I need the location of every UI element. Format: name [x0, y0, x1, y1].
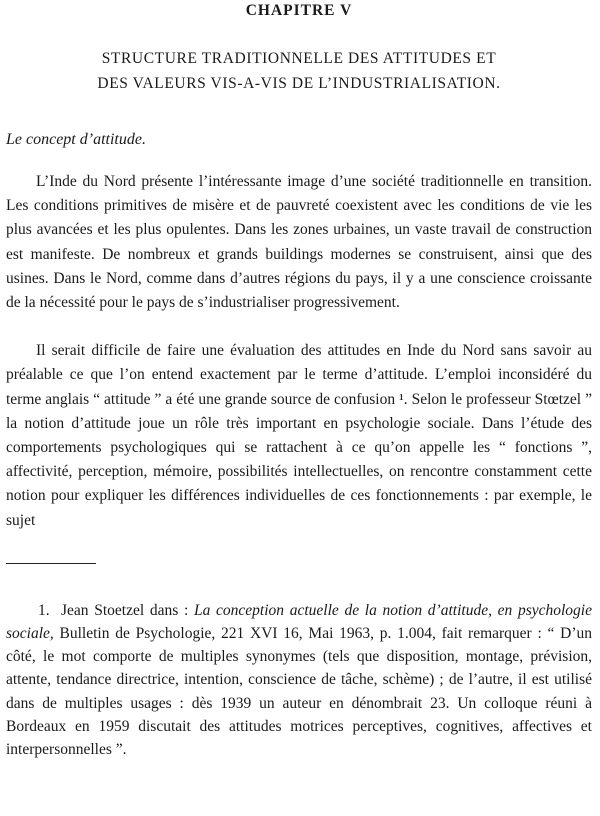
footnote-text: Bulletin de Psychologie, 221 XVI 16, Mai 1963, p. 1.004, fait remarquer : “ D’un côté, le mot comporte de multiples synonymes (tels que disposition, montage, prévision, attente, tendance directrice, intention, conscience de tâche, schème) ; de l’autre, il est utilisé dans de multiples usages : dès 1939 un auteur en dénombrait 23. Un colloque réuni à Bordeaux en 1959 discutait des attitudes motrices perceptives, cognitives, affectives et interpersonnelles ”. — [6, 625, 592, 759]
chapter-title — [6, 46, 592, 96]
footnote-work-title: La conception actuelle de la notion d’attitude, en psychologie sociale, — [6, 601, 592, 643]
footnote — [6, 599, 592, 761]
chapter-title-line-2: DES VALEURS VIS-A-VIS DE L’INDUSTRIALISATION. — [97, 75, 501, 92]
footnote-divider — [6, 563, 96, 564]
section-heading: Le concept d’attitude. — [6, 131, 146, 148]
chapter-heading: CHAPITRE V — [245, 2, 353, 19]
footnote-number: 1. — [38, 601, 50, 619]
body-paragraph-1: L’Inde du Nord présente l’intéressante image d’une société traditionnelle en transition. Les conditions primitives de misère et de pauvreté coexistent avec les conditions de vie les plus avancées et les plus opulentes. Dans les zones urbaines, un vaste travail de construction est manifeste. De nombreux et grands buildings modernes se construisent, ainsi que des usines. Dans le Nord, comme dans d’autres régions du pays, il y a une conscience croissante de la nécessité pour le pays de s’industrialiser progressivement. — [6, 173, 592, 312]
footnote-author: Jean Stoetzel dans : — [61, 601, 189, 619]
chapter-title-line-1: STRUCTURE TRADITIONNELLE DES ATTITUDES ET — [101, 50, 497, 67]
body-paragraph-2: Il serait difficile de faire une évaluation des attitudes en Inde du Nord sans savoir au préalable ce que l’on entend exactement par le terme d’attitude. L’emploi inconsidéré du terme anglais “ attitude ” a été une grande source de confusion ¹. Selon le professeur Stœtzel ” la notion d’attitude joue un rôle très important en psychologie sociale. Dans l’étude des comportements psychologiques qui se rattachent à ce qu’on appelle les “ fonctions ”, affectivité, perception, mémoire, possibilités intellectuelles, on rencontre constamment cette notion pour expliquer les différences individuelles de ces fonctionnements : par exemple, le sujet — [6, 342, 592, 529]
